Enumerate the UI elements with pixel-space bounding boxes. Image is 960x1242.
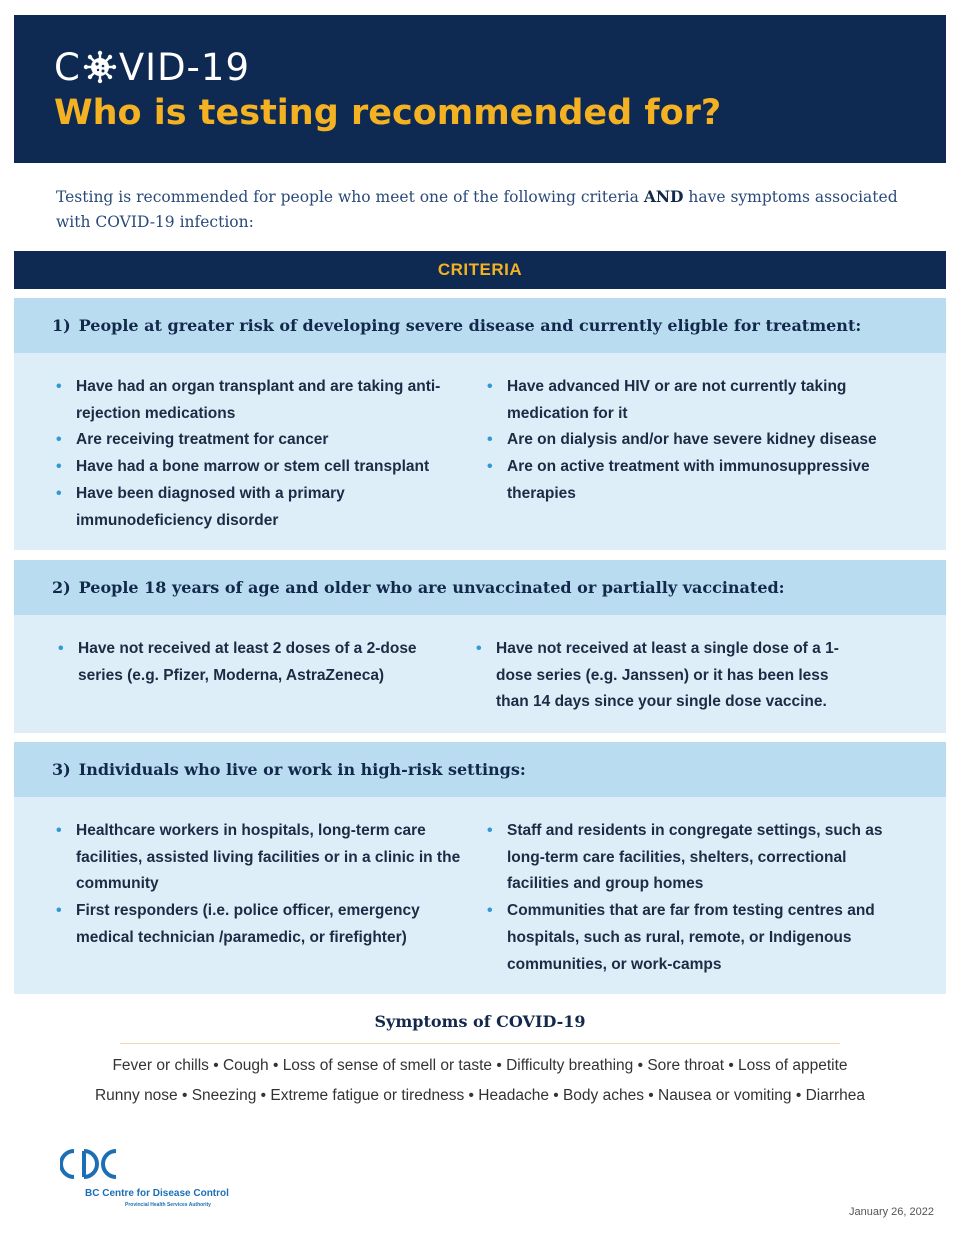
- criteria-list: [58, 636, 458, 689]
- criteria-list: [476, 636, 896, 716]
- intro-before: Testing is recommended for people who meet one of the following criteria: [56, 188, 644, 206]
- section-2-left-column: [58, 636, 458, 689]
- intro-after: have symptoms associated with COVID-19 infection:: [56, 188, 898, 231]
- section-heading: People 18 years of age and older who are unvaccinated or partially vaccinated:: [78, 578, 785, 597]
- criteria-list: [487, 374, 917, 508]
- section-3-right-column: [487, 818, 927, 978]
- section-heading: People at greater risk of developing severe disease and currently eligble for treatment:: [78, 316, 862, 335]
- publication-date: January 26, 2022: [848, 1206, 934, 1218]
- list-item: • Staff and residents in congregate settings, such as long-term care facilities, shelters, correctional facilities and group homes: [487, 818, 897, 898]
- section-2-header: [14, 560, 946, 615]
- brand-prefix: C: [54, 45, 81, 89]
- section-1-body: [14, 353, 946, 550]
- list-item: • Are on active treatment with immunosuppressive therapies: [487, 454, 907, 507]
- list-item: • Have not received at least a single dose of a 1-dose series (e.g. Janssen) or it has been less than 14 days since your single dose vaccine.: [476, 636, 861, 716]
- section-3-body: [14, 797, 946, 994]
- section-2-right-column: [476, 636, 896, 716]
- list-item: • Have not received at least 2 doses of a 2-dose series (e.g. Pfizer, Moderna, AstraZeneca): [58, 636, 438, 689]
- criteria-list: [56, 374, 456, 534]
- org-name: BC Centre for Disease Control: [85, 1188, 229, 1199]
- symptoms-title: Symptoms of COVID-19: [374, 1012, 586, 1031]
- intro-text: [56, 184, 916, 235]
- intro-emphasis: AND: [643, 187, 684, 206]
- symptoms-divider: [120, 1043, 840, 1044]
- criteria-list: [487, 818, 927, 978]
- list-item: • Have had a bone marrow or stem cell transplant: [56, 454, 456, 481]
- list-item: • Healthcare workers in hospitals, long-term care facilities, assisted living facilities or in a clinic in the community: [56, 818, 461, 898]
- cdc-logo-mark: [60, 1148, 124, 1180]
- page-title: Who is testing recommended for?: [54, 93, 722, 133]
- page-header: [14, 15, 946, 163]
- section-number: 3): [52, 760, 71, 779]
- section-heading: Individuals who live or work in high-risk settings:: [78, 760, 526, 779]
- section-2-body: [14, 615, 946, 733]
- section-number: 1): [52, 316, 71, 335]
- section-1-header: [14, 298, 946, 353]
- symptoms-line-1: Fever or chills • Cough • Loss of sense of smell or taste • Difficulty breathing • Sore throat • Loss of appetite: [112, 1057, 848, 1074]
- list-item: • Are receiving treatment for cancer: [56, 427, 456, 454]
- list-item: • First responders (i.e. police officer, emergency medical technician /paramedic, or firefighter): [56, 898, 446, 951]
- criteria-banner: [14, 251, 946, 289]
- symptoms-line-2: Runny nose • Sneezing • Extreme fatigue or tiredness • Headache • Body aches • Nausea or vomiting • Diarrhea: [94, 1087, 866, 1104]
- list-item: • Have had an organ transplant and are taking anti-rejection medications: [56, 374, 456, 427]
- list-item: • Have been diagnosed with a primary immunodeficiency disorder: [56, 481, 456, 534]
- section-number: 2): [52, 578, 71, 597]
- list-item: • Are on dialysis and/or have severe kidney disease: [487, 427, 917, 454]
- criteria-list: [56, 818, 466, 952]
- section-3-left-column: [56, 818, 466, 952]
- brand-suffix: VID-19: [118, 45, 250, 89]
- section-3-header: [14, 742, 946, 797]
- virus-icon: [82, 49, 118, 85]
- section-1-right-column: [487, 374, 917, 508]
- list-item: • Communities that are far from testing centres and hospitals, such as rural, remote, or Indigenous communities, or work-camps: [487, 898, 912, 978]
- org-subtitle: Provincial Health Services Authority: [125, 1202, 211, 1208]
- criteria-label: CRITERIA: [437, 260, 523, 279]
- section-1-left-column: [56, 374, 456, 534]
- brand-title: [54, 45, 250, 89]
- list-item: • Have advanced HIV or are not currently taking medication for it: [487, 374, 877, 427]
